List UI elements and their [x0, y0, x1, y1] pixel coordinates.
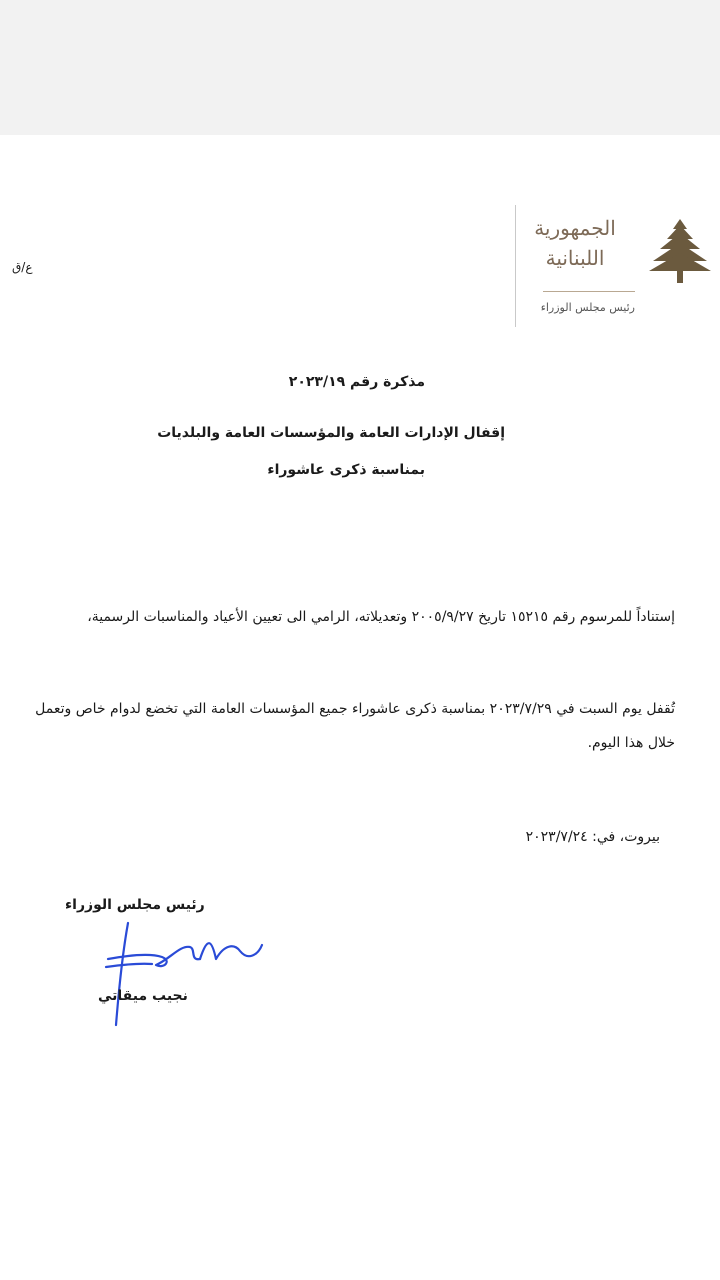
letterhead: [515, 205, 715, 330]
paragraph-decree-reference: إستناداً للمرسوم رقم ١٥٢١٥ تاريخ ٢٠٠٥/٩/٢٧ وتعديلاته، الرامي الى تعيين الأعياد والمناسبات الرسمية،: [87, 609, 675, 625]
cedar-emblem-icon: [645, 215, 715, 285]
signatory-name: نجيب ميقاتي: [98, 988, 188, 1004]
reference-code: ع/ق: [12, 260, 33, 274]
date-line: بيروت، في: ٢٠٢٣/٧/٢٤: [525, 829, 660, 845]
memo-number: مذكرة رقم ٢٠٢٣/١٩: [288, 374, 425, 390]
paragraph-closure-notice: تُقفل يوم السبت في ٢٠٢٣/٧/٢٩ بمناسبة ذكرى عاشوراء جميع المؤسسات العامة التي تخضع لدوام خاص وتعمل خلال هذا اليوم.: [35, 701, 675, 751]
office-title: رئيس مجلس الوزراء: [540, 301, 635, 314]
republic-title: الجمهورية اللبنانية: [534, 216, 616, 270]
subject-line-2: بمناسبة ذكرى عاشوراء: [267, 462, 425, 478]
status-bar-area: [0, 0, 720, 135]
signatory-title: رئيس مجلس الوزراء: [65, 897, 205, 913]
handwritten-signature: [100, 915, 270, 1030]
letterhead-rule: [543, 291, 635, 292]
subject-line-1: إقفال الإدارات العامة والمؤسسات العامة والبلديات: [157, 425, 505, 441]
